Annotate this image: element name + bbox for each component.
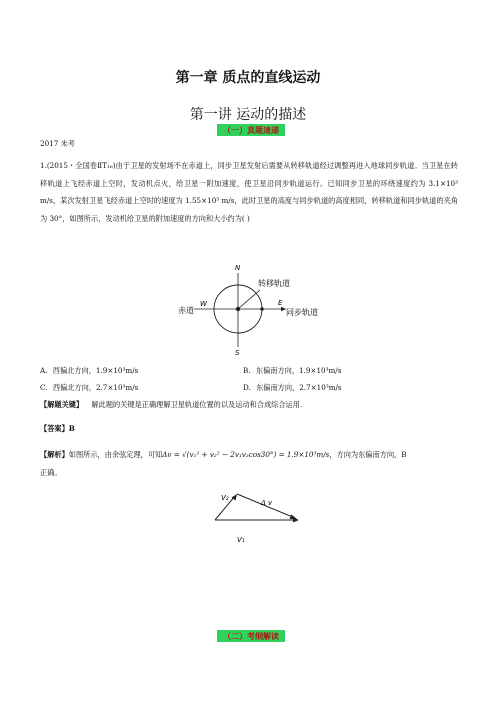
option-d-text: 东偏南方向，2.7×10³m/s: [256, 383, 342, 392]
dv-label: Δ v: [261, 499, 273, 507]
satellite-dot: [260, 307, 264, 311]
section-header-2: （二）考纲解读: [217, 630, 285, 642]
option-c: [40, 383, 138, 393]
option-a: [40, 366, 138, 376]
north-label: N: [235, 264, 241, 272]
option-b: [243, 366, 341, 376]
south-label: S: [235, 349, 240, 357]
option-d-label: D.: [243, 383, 251, 392]
v1-label: V₁: [237, 536, 245, 544]
east-label: E: [278, 299, 283, 307]
dv-arrow-icon: [290, 515, 298, 520]
question-text: 1.(2015・全国卷ⅡT₁₆)由于卫星的发射场不在赤道上，同步卫星发射后需要从转移轨道经过调整再进入地球同步轨道。当卫星在转移轨道上飞经赤道上空时，发动机点火，给卫星一附加速度，使卫星沿同步轨道运行。已知同步卫星的环绕速度约为 3.1×10³ m/s，某次发射卫星飞经赤道上空时的速度为 1.55×10³ m/s，此时卫星的高度与同步轨道的高度相同，转移轨道和同步轨道的夹角为 30°，如图所示，发动机给卫星的附加速度的方向和大小约为( ): [40, 161, 458, 223]
analysis: [40, 450, 460, 460]
analysis-label: 【解析】: [40, 450, 69, 459]
lecture-title: 第一讲 运动的描述: [189, 107, 307, 123]
equator-label: 赤道: [178, 306, 194, 315]
analysis-formula: Δv = √(v₁² + v₂² − 2v₁v₂cos30°) = 1.9×10³m/s: [162, 450, 330, 459]
solution-key-label: 【解题关键】: [40, 400, 84, 409]
solution-key: [40, 400, 302, 410]
year-note: 2017 未考: [40, 139, 75, 148]
transfer-orbit-label: 转移轨道: [258, 279, 290, 288]
section-header-1: （一）真题速递: [217, 124, 285, 136]
orbit-figure: [174, 259, 334, 359]
option-a-text: 西偏北方向，1.9×10³m/s: [52, 366, 139, 375]
sync-orbit-label: 同步轨道: [286, 308, 318, 317]
analysis-intro: 如图所示，由余弦定理，可知: [68, 450, 163, 459]
option-c-text: 西偏北方向，2.7×10³m/s: [52, 383, 139, 392]
transfer-orbit-line: [238, 290, 260, 309]
option-a-label: A.: [40, 366, 48, 375]
option-b-label: B.: [243, 366, 251, 375]
chapter-title: 第一章 质点的直线运动: [175, 70, 321, 86]
option-b-text: 东偏南方向，1.9×10³m/s: [255, 366, 342, 375]
west-label: W: [200, 300, 207, 308]
analysis-direction: ，方向为东偏南方向，B: [329, 450, 407, 459]
v2-label: V₂: [221, 494, 229, 502]
option-d: [243, 383, 342, 393]
vector-triangle-figure: [211, 486, 303, 548]
answer: 【答案】B: [40, 424, 75, 433]
option-c-label: C.: [40, 383, 48, 392]
analysis-conclusion: 正确。: [40, 468, 62, 477]
solution-key-text: 解此题的关键是正确理解卫星轨道位置的以及运动和合成综合运用.: [91, 400, 303, 409]
